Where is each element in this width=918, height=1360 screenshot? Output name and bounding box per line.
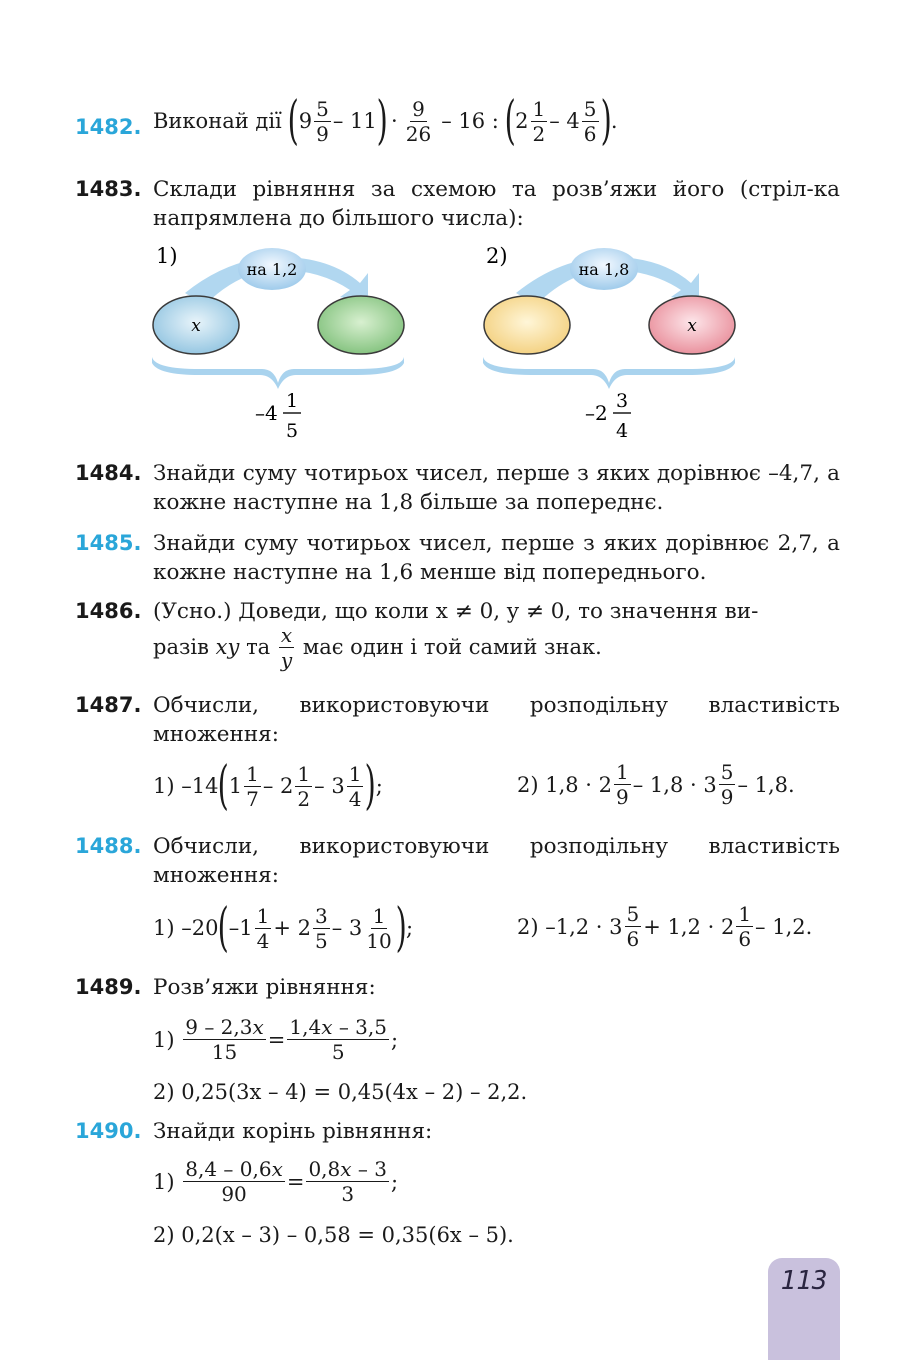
scheme-label: 1) [156, 244, 178, 268]
exercise-1487-2: 2) 1,8 · 2 $\frac{1}{9}$ – 1,8 · 3 $\frac{5}{9}$ – 1,8. [517, 760, 795, 809]
problem-number: 1486. [75, 599, 142, 623]
exercise-1487-1: 1) –14 ( 1 $\frac{1}{7}$ – 2 $\frac{1}{2}$ – 3 $\frac{1}{4}$ ) ; [153, 756, 383, 816]
page-number: 113 [780, 1266, 828, 1296]
problem-number: 1482. [75, 115, 142, 139]
equation-1490-2: 2) 0,2(x – 3) – 0,58 = 0,35(6x – 5). [153, 1223, 514, 1247]
problem-text: Знайди суму чотирьох чисел, перше з яких дорівнює –4,7, а кожне наступне на 1,8 більше за попереднє. [153, 461, 840, 515]
problem-1486 [75, 597, 840, 672]
svg-text:5: 5 [285, 420, 299, 442]
scheme-diagrams [0, 235, 918, 450]
problem-number: 1488. [75, 834, 142, 858]
problem-1490 [75, 1117, 840, 1146]
problem-1489 [75, 973, 840, 1002]
page-number-tab [768, 1258, 840, 1360]
svg-text:4: 4 [615, 420, 629, 442]
problem-1484 [75, 459, 840, 517]
equation-1489-2: 2) 0,25(3x – 4) = 0,45(4x – 2) – 2,2. [153, 1080, 528, 1104]
problem-1488 [75, 832, 840, 890]
problem-text: Розв’яжи рівняння: [153, 975, 376, 1000]
brace [152, 357, 404, 389]
svg-text:1: 1 [285, 390, 299, 412]
brace [483, 357, 735, 389]
exercise-1488-1: 1) –20 ( –1 $\frac{1}{4}$ + 2 $\frac{3}{5}$ – 3 $\frac{1}{10}$ ) ; [153, 898, 414, 958]
problem-number: 1484. [75, 461, 142, 485]
problem-number: 1487. [75, 693, 142, 717]
equation-1489-1: 1) $\frac{9 - 2,3x}{15}$ = $\frac{1,4x - 3,5}{5}$ ; [153, 1015, 399, 1064]
scheme-2 [483, 244, 735, 442]
svg-text:x: x [687, 316, 697, 336]
svg-text:–4: –4 [255, 401, 278, 425]
problem-1485 [75, 529, 840, 587]
scheme-1 [152, 244, 404, 442]
problem-text: Знайди корінь рівняння: [153, 1119, 433, 1144]
problem-text-line1: (Усно.) Доведи, що коли x ≠ 0, y ≠ 0, то значення ви- [153, 599, 759, 624]
problem-number: 1489. [75, 975, 142, 999]
problem-number: 1490. [75, 1119, 142, 1143]
svg-text:–2: –2 [585, 401, 608, 425]
svg-text:3: 3 [615, 390, 629, 412]
problem-text: Знайди суму чотирьох чисел, перше з яких дорівнює 2,7, а кожне наступне на 1,6 менше від попереднього. [153, 531, 840, 585]
problem-text: Обчисли, використовуючи розподільну властивість множення: [153, 834, 840, 888]
svg-text:x: x [191, 316, 201, 336]
problem-text: Склади рівняння за схемою та розв’яжи його (стріл-ка напрямлена до більшого числа): [153, 177, 840, 231]
exercise-1488-2: 2) –1,2 · 3 $\frac{5}{6}$ + 1,2 · 2 $\frac{1}{6}$ – 1,2. [517, 902, 813, 951]
problem-text-line2: разів xy та $\frac{x}{y}$ має один і той самий знак. [153, 623, 602, 672]
problem-text: Обчисли, використовуючи розподільну властивість множення: [153, 693, 840, 747]
oval-empty [318, 296, 404, 354]
problem-number: 1485. [75, 531, 142, 555]
problem-1487 [75, 691, 840, 749]
expression-1482: Виконай дії ( 9 $\frac{5}{9}$ – 11 ) · $\frac{9}{26}$ – 16 : ( 2 $\frac{1}{2}$ – 4 $\frac{5}{6}$ ) . [153, 91, 618, 151]
equation-1490-1: 1) $\frac{8,4 - 0,6x}{90}$ = $\frac{0,8x - 3}{3}$ ; [153, 1157, 399, 1206]
scheme-label: 2) [486, 244, 508, 268]
oval-empty [484, 296, 570, 354]
problem-number: 1483. [75, 177, 142, 201]
arrow-label: на 1,8 [578, 260, 630, 279]
arrow-label: на 1,2 [246, 260, 298, 279]
problem-1483 [75, 175, 840, 233]
